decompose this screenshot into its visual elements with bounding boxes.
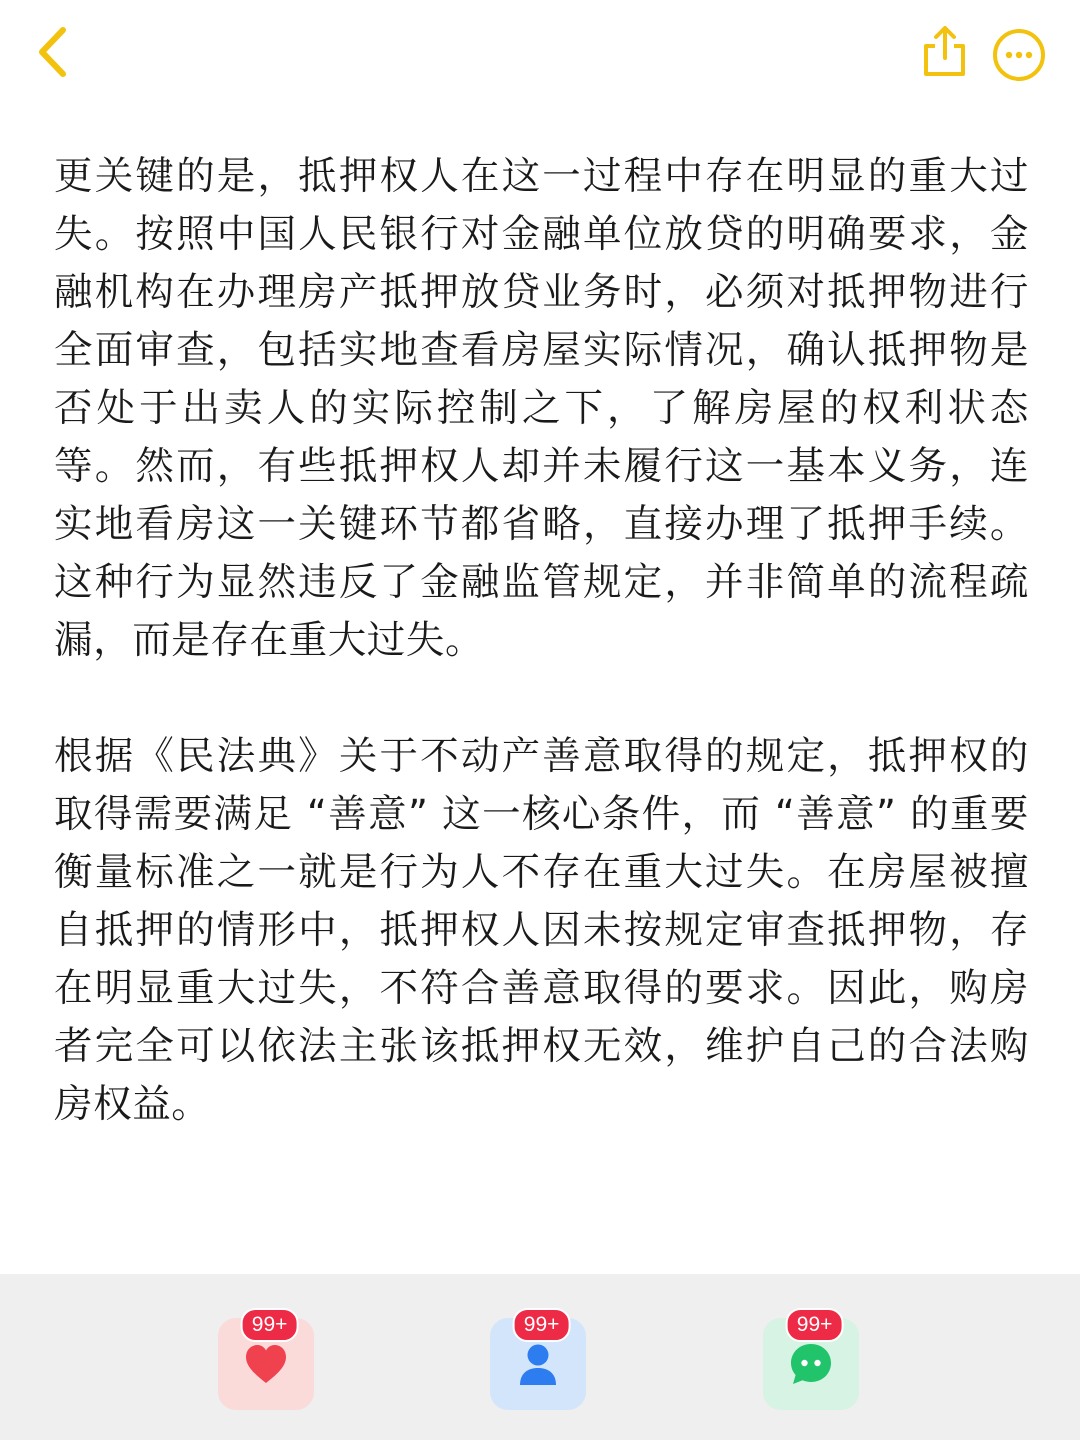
more-options-button[interactable] [992, 28, 1046, 82]
like-button[interactable] [218, 1313, 314, 1410]
bottom-action-bar [0, 1274, 1080, 1440]
chevron-left-icon [30, 22, 80, 84]
top-navigation-bar [0, 0, 1080, 110]
share-button[interactable] [918, 24, 972, 80]
comment-button[interactable] [763, 1313, 859, 1410]
person-icon [514, 1340, 562, 1388]
more-dots-icon [992, 28, 1046, 82]
comment-count-badge: 99+ [786, 1308, 844, 1342]
follow-count-badge: 99+ [513, 1308, 571, 1342]
chat-bubble-icon [787, 1340, 835, 1388]
article-paragraph: 根据《民法典》关于不动产善意取得的规定，抵押权的取得需要满足 “善意” 这一核心条件，而 “善意” 的重要衡量标准之一就是行为人不存在重大过失。在房屋被擅自抵押的情形中，抵押权人因未按规定审查抵押物，存在明显重大过失，不符合善意取得的要求。因此，购房者完全可以依法主张该抵押权无效，维护自己的合法购房权益。 [54, 734, 1029, 1127]
like-count-badge: 99+ [241, 1308, 299, 1342]
article-paragraph: 更关键的是，抵押权人在这一过程中存在明显的重大过失。按照中国人民银行对金融单位放贷的明确要求，金融机构在办理房产抵押放贷业务时，必须对抵押物进行全面审查，包括实地查看房屋实际情况，确认抵押物是否处于出卖人的实际控制之下，了解房屋的权利状态等。然而，有些抵押权人却并未履行这一基本义务，连实地看房这一关键环节都省略，直接办理了抵押手续。这种行为显然违反了金融监管规定，并非简单的流程疏漏，而是存在重大过失。 [54, 154, 1029, 663]
article-body [54, 148, 1029, 1134]
back-button[interactable] [30, 22, 80, 84]
heart-icon [242, 1340, 290, 1388]
share-icon [918, 24, 972, 80]
follow-button[interactable] [490, 1313, 586, 1410]
